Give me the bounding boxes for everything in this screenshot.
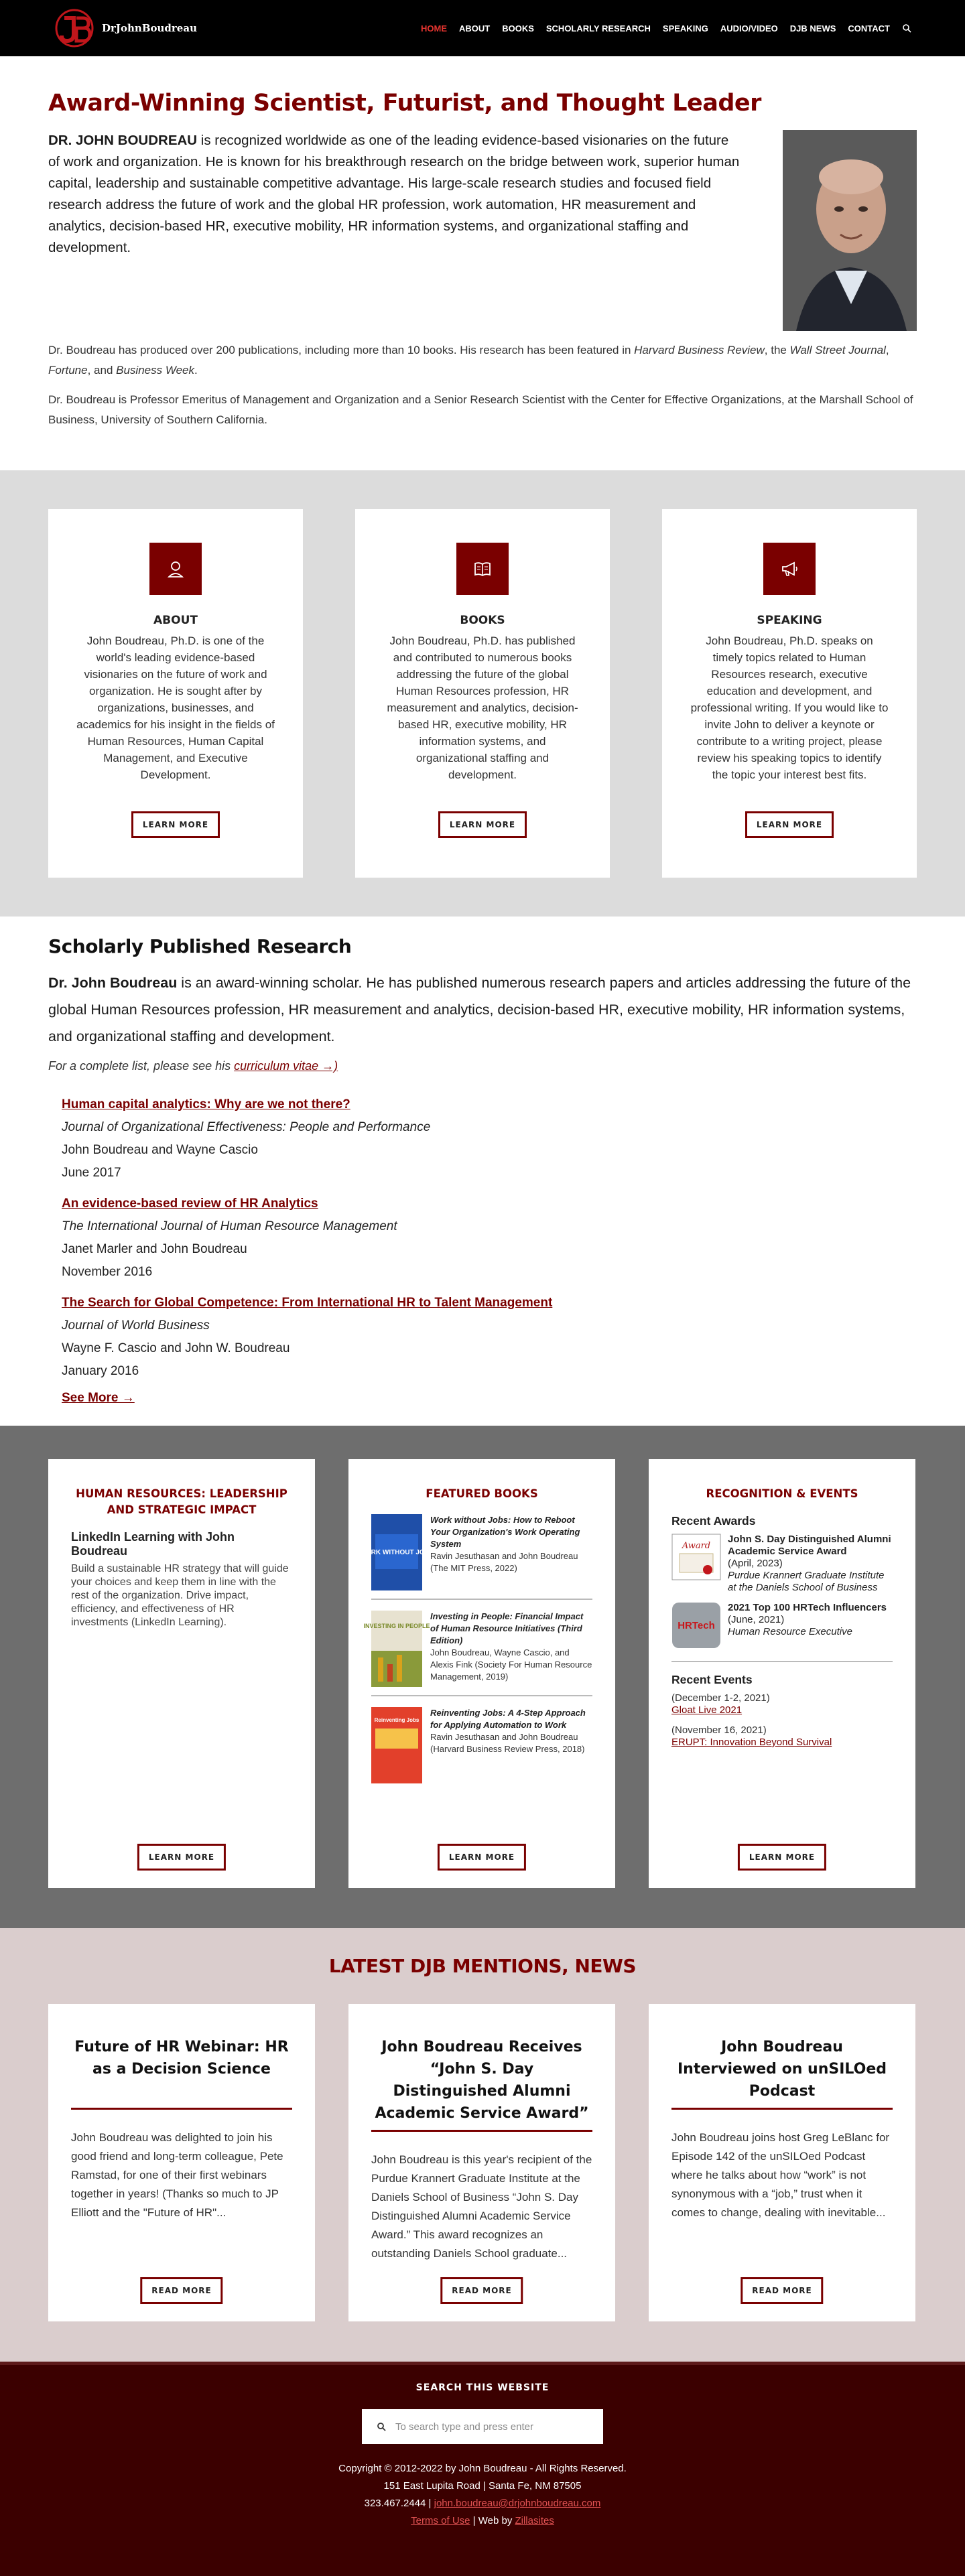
search-icon [377, 2422, 386, 2431]
intro-lead-name: DR. JOHN BOUDREAU [48, 133, 198, 148]
news-section [0, 1928, 965, 2362]
book-cover-text: Reinventing Jobs [374, 1717, 420, 1723]
nav-about[interactable]: ABOUT [458, 23, 491, 33]
panel-title: RECOGNITION & EVENTS [706, 1487, 858, 1500]
read-more-button[interactable]: READ MORE [741, 2277, 823, 2304]
news-excerpt: John Boudreau joins host Greg LeBlanc for Episode 142 of the unSILOed Podcast where he talks about how “work” is not synonymous with a “job,” trust when it comes to change, dealing with inevitable... [671, 2131, 890, 2219]
wsj-name: Wall Street Journal [789, 344, 886, 356]
book-title[interactable]: Reinventing Jobs: A 4-Step Approach for Applying Automation to Work [430, 1708, 586, 1730]
cv-line [48, 1059, 917, 1073]
news-title[interactable]: John Boudreau Receives “John S. Day Distinguished Alumni Academic Service Award” [375, 2039, 589, 2122]
award-badge-text: Award [682, 1541, 711, 1551]
card-title: ABOUT [153, 614, 198, 627]
book-cover[interactable] [363, 1611, 430, 1687]
megaphone-icon [763, 543, 816, 595]
legal-line [0, 2512, 965, 2530]
nav-audio-video[interactable]: AUDIO/VIDEO [720, 23, 778, 33]
publication-date: November 2016 [62, 1265, 153, 1279]
panel-title: FEATURED BOOKS [426, 1487, 538, 1500]
panel-title: HUMAN RESOURCES: LEADERSHIP AND STRATEGIC IMPACT [76, 1487, 287, 1516]
footer-search-input[interactable] [362, 2409, 603, 2444]
publication-date: January 2016 [62, 1364, 139, 1378]
card-books [355, 509, 610, 878]
event-date: (December 1-2, 2021) [671, 1692, 770, 1704]
research-title: Scholarly Published Research [48, 935, 352, 957]
cv-link[interactable]: curriculum vitae →) [234, 1059, 338, 1073]
divider [671, 2108, 893, 2110]
site-footer [0, 2362, 965, 2576]
cv-prefix: For a complete list, please see his [48, 1059, 235, 1073]
nav-contact[interactable]: CONTACT [848, 23, 890, 33]
news-heading: LATEST DJB MENTIONS, NEWS [328, 1955, 637, 1977]
business-week-name: Business Week [116, 364, 194, 377]
publication-journal: Journal of Organizational Effectiveness: People and Performance [62, 1120, 431, 1134]
publication-list [48, 1093, 917, 1383]
learn-more-button[interactable]: LEARN MORE [131, 811, 220, 838]
book-title[interactable]: Investing in People: Financial Impact of Human Resource Initiatives (Third Edition) [430, 1611, 584, 1645]
intro-lead-text: is recognized worldwide as one of the leading evidence-based visionaries on the future of work and organization. He is known for his breakthrough research on the bridge between work, superior human capital, leadership and sustainable competitive advantage. His large-scale research studies and focused field research address the future of work and the global HR profession, work automation, HR measurement and analytics, decision-based HR, executive mobility, HR information systems, and organizational staffing and development. [48, 133, 740, 255]
divider [371, 2130, 592, 2132]
award-item [671, 1602, 893, 1649]
card-title: BOOKS [460, 614, 505, 627]
address: 151 East Lupita Road | Santa Fe, NM 87505 [383, 2480, 582, 2492]
publication-date: June 2017 [62, 1166, 121, 1180]
learn-more-button[interactable]: LEARN MORE [137, 1844, 226, 1871]
sep-text: , and [87, 364, 117, 377]
book-cover[interactable] [371, 1707, 422, 1783]
fortune-name: Fortune [48, 364, 88, 377]
panel-featured-books [348, 1459, 615, 1888]
portrait-photo [783, 130, 917, 331]
contact-line [0, 2495, 965, 2512]
see-more-link[interactable]: See More → [62, 1391, 135, 1405]
learn-more-button[interactable]: LEARN MORE [745, 811, 834, 838]
hbr-name: Harvard Business Review [634, 344, 765, 356]
events-heading: Recent Events [671, 1673, 753, 1686]
phone: 323.467.2444 | [364, 2498, 434, 2509]
research-lead [48, 969, 917, 1050]
book-meta: Ravin Jesuthasan and John Boudreau (Harvard Business Review Press, 2018) [430, 1732, 585, 1754]
book-cover[interactable] [359, 1514, 434, 1590]
card-speaking [662, 509, 917, 878]
sep-text: . [194, 364, 198, 377]
highlights-section [0, 1426, 965, 1928]
card-text: John Boudreau, Ph.D. speaks on timely topics related to Human Resources research, executive education and development, and professional writing. If you would like to invite John to deliver a keynote or contribute to a writing project, please review his speaking topics to identify the topic your interest best fits. [690, 634, 889, 781]
publication-title-link[interactable]: An evidence-based review of HR Analytics [62, 1197, 318, 1211]
terms-link[interactable]: Terms of Use [411, 2515, 470, 2526]
book-meta: Ravin Jesuthasan and John Boudreau (The MIT Press, 2022) [430, 1551, 578, 1573]
news-title[interactable]: Future of HR Webinar: HR as a Decision Science [74, 2039, 289, 2078]
research-section [0, 917, 965, 1426]
book-title[interactable]: Work without Jobs: How to Reboot Your Organization's Work Operating System [430, 1515, 580, 1549]
nav-djb-news[interactable]: DJB NEWS [789, 23, 836, 33]
page-title: Award-Winning Scientist, Futurist, and Thought Leader [48, 90, 761, 117]
publication-item [62, 1093, 917, 1184]
logo-text[interactable]: DrJohnBoudreau [102, 22, 197, 34]
divider [671, 1661, 893, 1662]
publication-authors: Janet Marler and John Boudreau [62, 1242, 247, 1256]
award-item [671, 1534, 893, 1594]
learn-more-button[interactable]: LEARN MORE [438, 1844, 526, 1871]
award-date: (April, 2023) [728, 1558, 783, 1569]
publication-item [62, 1193, 917, 1284]
web-by-link[interactable]: Zillasites [515, 2515, 554, 2526]
news-card [48, 2004, 315, 2321]
publication-item [62, 1292, 917, 1383]
copyright: Copyright © 2012-2022 by John Boudreau - All Rights Reserved. [338, 2463, 627, 2474]
book-cover-text: WORK WITHOUT JOBS [359, 1549, 434, 1556]
sep-text: , [885, 344, 889, 356]
learn-more-button[interactable]: LEARN MORE [438, 811, 527, 838]
event-link[interactable]: Gloat Live 2021 [671, 1704, 743, 1716]
award-badge-image [671, 1534, 721, 1580]
divider [71, 2108, 292, 2110]
publication-journal: The International Journal of Human Resource Management [62, 1219, 397, 1233]
event-link[interactable]: ERUPT: Innovation Beyond Survival [671, 1737, 832, 1748]
site-logo[interactable] [54, 7, 197, 49]
intro-section [0, 56, 965, 470]
awards-heading: Recent Awards [671, 1514, 756, 1528]
research-lead-text: is an award-winning scholar. He has published numerous research papers and articles addressing the future of the global Human Resources profession, HR measurement and analytics, decision-based HR, executive mobility, HR information systems, and organizational staffing and development. [48, 975, 911, 1044]
award-org: Purdue Krannert Graduate Institute at the Daniels School of Business [728, 1570, 885, 1593]
news-title[interactable]: John Boudreau Interviewed on unSILOed Podcast [678, 2039, 887, 2100]
pubs-text: Dr. Boudreau has produced over 200 publications, including more than 10 books. His research has been featured in [48, 344, 635, 356]
card-text: John Boudreau, Ph.D. is one of the world's leading evidence-based visionaries on the future of work and organization. He is sought after by organizations, businesses, and academics for his insight in the fields of Human Resources, Human Capital Management, and Executive Development. [76, 634, 275, 781]
card-text: John Boudreau, Ph.D. has published and contributed to numerous books addressing the future of the global Human Resources profession, HR measurement and analytics, decision-based HR, executive mobility, HR information systems, and organizational staffing and development. [387, 634, 578, 781]
sep-text: , the [764, 344, 790, 356]
award-date: (June, 2021) [728, 1614, 785, 1625]
footer-search-heading: SEARCH THIS WEBSITE [415, 2382, 550, 2393]
book-item [371, 1707, 592, 1791]
award-badge-text: HRTech [678, 1620, 715, 1631]
award-name: John S. Day Distinguished Alumni Academic Service Award [728, 1534, 891, 1557]
news-card [348, 2004, 615, 2321]
search-placeholder: To search type and press enter [395, 2421, 533, 2433]
book-cover-text: INVESTING IN PEOPLE [363, 1623, 430, 1629]
award-badge-image [671, 1602, 721, 1649]
web-by-prefix: | Web by [470, 2515, 515, 2526]
book-item [359, 1514, 592, 1600]
publication-authors: Wayne F. Cascio and John W. Boudreau [62, 1341, 290, 1355]
feature-cards-section [0, 470, 965, 917]
intro-position: Dr. Boudreau is Professor Emeritus of Management and Organization and a Senior Research Scientist with the Center for Effective Organizations, at the Marshall School of Business, University of Southern California. [48, 393, 913, 426]
site-header [0, 0, 965, 56]
research-lead-name: Dr. John Boudreau [48, 975, 178, 991]
nav-speaking[interactable]: SPEAKING [662, 23, 708, 33]
book-item [363, 1611, 592, 1696]
news-excerpt: John Boudreau is this year's recipient of the Purdue Krannert Graduate Institute at the Daniels School of Business “John S. Day Distinguished Alumni Academic Service Award.” This award recognizes an outstanding Daniels School graduate... [371, 2153, 592, 2260]
email-link[interactable]: john.boudreau@drjohnboudreau.com [434, 2498, 601, 2509]
award-org: Human Resource Executive [728, 1626, 852, 1637]
search-icon[interactable] [902, 23, 911, 33]
intro-publications [48, 340, 917, 381]
logo-mark-icon[interactable] [54, 7, 95, 49]
learn-more-button[interactable]: LEARN MORE [738, 1844, 826, 1871]
panel-hr-leadership [48, 1459, 315, 1888]
nav-scholarly-research[interactable]: SCHOLARLY RESEARCH [545, 23, 651, 33]
nav-home[interactable]: HOME [420, 23, 447, 33]
panel-recognition-events [649, 1459, 915, 1888]
intro-lead [48, 130, 743, 331]
publication-title-link[interactable]: Human capital analytics: Why are we not there? [62, 1097, 350, 1111]
panel-description: Build a sustainable HR strategy that will guide your choices and keep them in line with the rest of the organization. Drive impact, efficiency, and effectiveness of HR investments (LinkedIn Learning). [71, 1563, 289, 1628]
award-name: 2021 Top 100 HRTech Influencers [728, 1602, 887, 1613]
news-excerpt: John Boudreau was delighted to join his good friend and long-term colleague, Pete Ramstad, for one of their first webinars together in years! (Thanks so much to JP Elliott and the "Future of HR"... [71, 2131, 283, 2219]
card-title: SPEAKING [757, 614, 822, 627]
book-icon [456, 543, 509, 595]
book-meta: John Boudreau, Wayne Cascio, and Alexis Fink (Society For Human Resource Management, 2019) [430, 1647, 592, 1682]
user-icon [149, 543, 202, 595]
read-more-button[interactable]: READ MORE [440, 2277, 523, 2304]
nav-books[interactable]: BOOKS [502, 23, 534, 33]
publication-journal: Journal of World Business [62, 1318, 210, 1333]
publication-authors: John Boudreau and Wayne Cascio [62, 1143, 258, 1157]
panel-subtitle: LinkedIn Learning with John Boudreau [71, 1530, 235, 1558]
card-about [48, 509, 303, 878]
main-nav [421, 23, 911, 33]
read-more-button[interactable]: READ MORE [140, 2277, 222, 2304]
event-date: (November 16, 2021) [671, 1724, 767, 1736]
publication-title-link[interactable]: The Search for Global Competence: From International HR to Talent Management [62, 1296, 553, 1310]
news-card [649, 2004, 915, 2321]
